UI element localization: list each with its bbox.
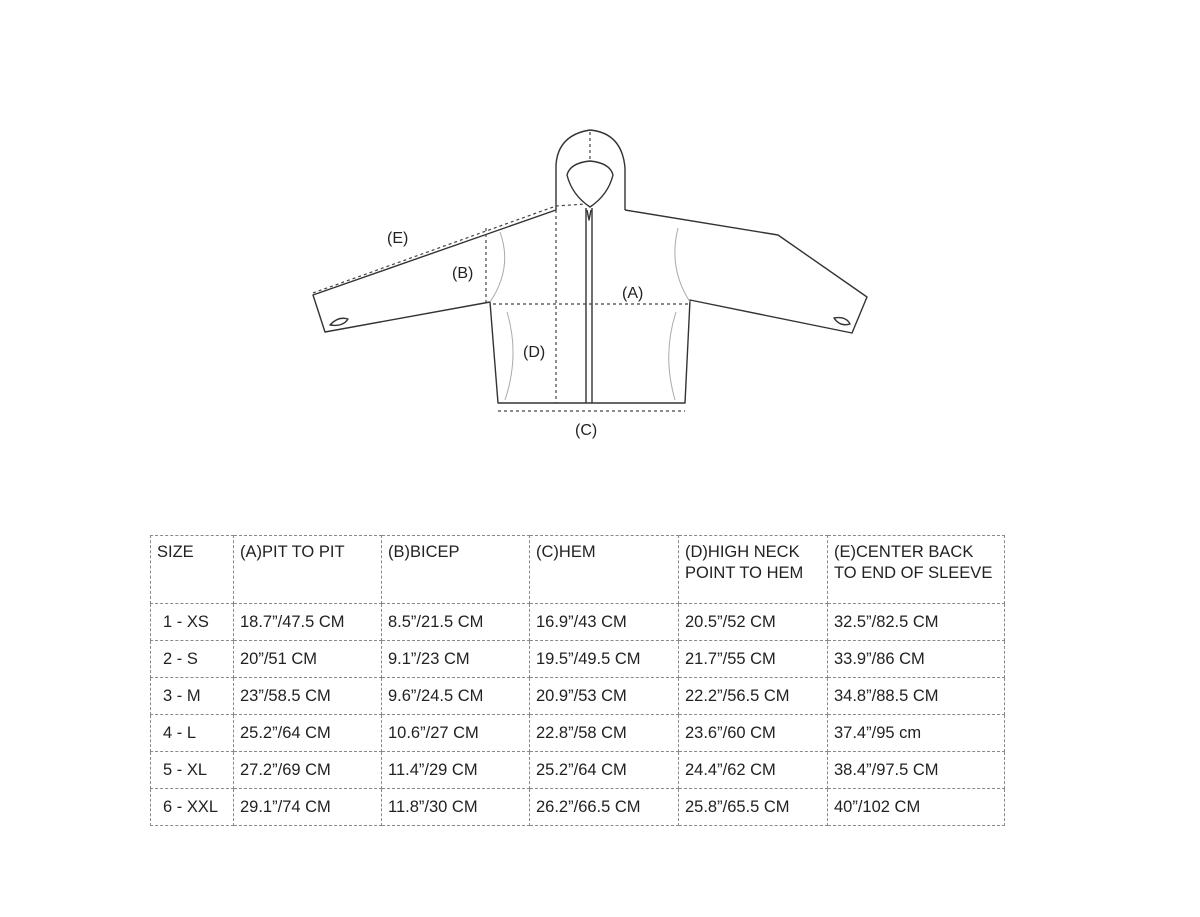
label-b: (B) — [452, 265, 474, 282]
table-row — [151, 789, 1005, 826]
neck-to-hem-cell: 20.5”/52 CM — [679, 604, 828, 641]
label-a: (A) — [622, 285, 644, 302]
size-cell: 4 - L — [151, 715, 234, 752]
bicep-cell: 9.1”/23 CM — [382, 641, 530, 678]
table-row — [151, 678, 1005, 715]
table-row — [151, 715, 1005, 752]
neck-to-hem-cell: 24.4”/62 CM — [679, 752, 828, 789]
table-body — [151, 604, 1005, 826]
bicep-cell: 8.5”/21.5 CM — [382, 604, 530, 641]
pit-to-pit-cell: 20”/51 CM — [234, 641, 382, 678]
neck-to-hem-cell: 21.7”/55 CM — [679, 641, 828, 678]
hem-cell: 22.8”/58 CM — [530, 715, 679, 752]
size-cell: 6 - XXL — [151, 789, 234, 826]
table-row — [151, 752, 1005, 789]
pit-to-pit-cell: 18.7”/47.5 CM — [234, 604, 382, 641]
bicep-cell: 11.8”/30 CM — [382, 789, 530, 826]
seam-lines — [490, 228, 690, 400]
header-neck-to-hem: (D)HIGH NECK POINT TO HEM — [679, 536, 828, 604]
neck-to-hem-cell: 22.2”/56.5 CM — [679, 678, 828, 715]
table-row — [151, 604, 1005, 641]
neck-to-hem-cell: 25.8”/65.5 CM — [679, 789, 828, 826]
label-d: (D) — [523, 344, 546, 361]
header-center-back-to-sleeve: (E)CENTER BACK TO END OF SLEEVE — [828, 536, 1005, 604]
bicep-cell: 9.6”/24.5 CM — [382, 678, 530, 715]
hem-cell: 25.2”/64 CM — [530, 752, 679, 789]
hem-cell: 19.5”/49.5 CM — [530, 641, 679, 678]
label-e: (E) — [387, 230, 409, 247]
size-chart-table — [150, 535, 1005, 826]
table-row — [151, 641, 1005, 678]
pit-to-pit-cell: 25.2”/64 CM — [234, 715, 382, 752]
hem-cell: 26.2”/66.5 CM — [530, 789, 679, 826]
header-hem: (C)HEM — [530, 536, 679, 604]
bicep-cell: 11.4”/29 CM — [382, 752, 530, 789]
pit-to-pit-cell: 23”/58.5 CM — [234, 678, 382, 715]
size-cell: 2 - S — [151, 641, 234, 678]
sleeve-cell: 38.4”/97.5 CM — [828, 752, 1005, 789]
bicep-cell: 10.6”/27 CM — [382, 715, 530, 752]
size-cell: 1 - XS — [151, 604, 234, 641]
size-cell: 3 - M — [151, 678, 234, 715]
pit-to-pit-cell: 29.1”/74 CM — [234, 789, 382, 826]
sleeve-cell: 37.4”/95 cm — [828, 715, 1005, 752]
sleeve-cell: 32.5”/82.5 CM — [828, 604, 1005, 641]
header-size: SIZE — [151, 536, 234, 604]
hem-cell: 20.9”/53 CM — [530, 678, 679, 715]
measurement-lines — [313, 132, 688, 411]
sleeve-cell: 40”/102 CM — [828, 789, 1005, 826]
pit-to-pit-cell: 27.2”/69 CM — [234, 752, 382, 789]
jacket-outline — [313, 130, 867, 403]
sleeve-cell: 34.8”/88.5 CM — [828, 678, 1005, 715]
sleeve-cell: 33.9”/86 CM — [828, 641, 1005, 678]
size-cell: 5 - XL — [151, 752, 234, 789]
hem-cell: 16.9”/43 CM — [530, 604, 679, 641]
table-header-row — [151, 536, 1005, 604]
header-pit-to-pit: (A)PIT TO PIT — [234, 536, 382, 604]
header-bicep: (B)BICEP — [382, 536, 530, 604]
neck-to-hem-cell: 23.6”/60 CM — [679, 715, 828, 752]
label-c: (C) — [575, 422, 598, 439]
